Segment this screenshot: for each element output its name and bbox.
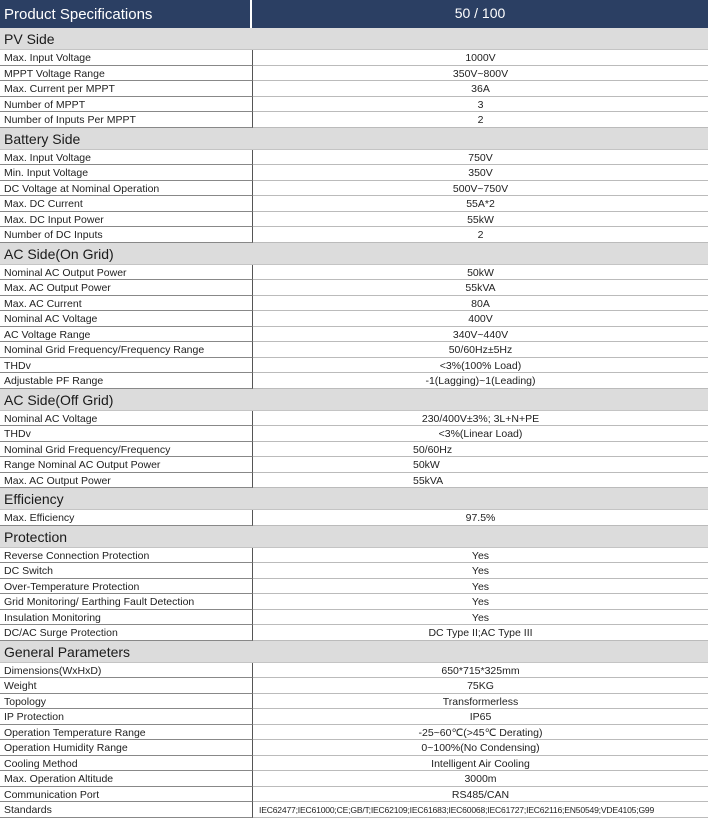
table-row [0, 112, 708, 128]
row-label: Nominal Grid Frequency/Frequency [0, 442, 253, 458]
table-row [0, 150, 708, 166]
row-value: 50kW [253, 457, 708, 473]
row-label: Max. AC Output Power [0, 280, 253, 296]
table-row [0, 625, 708, 641]
row-value: 750V [253, 150, 708, 166]
table-row [0, 296, 708, 312]
row-value: IP65 [253, 709, 708, 725]
row-value: 500V~750V [253, 181, 708, 197]
row-label: Max. DC Input Power [0, 212, 253, 228]
table-row [0, 610, 708, 626]
row-value: DC Type II;AC Type III [253, 625, 708, 641]
row-label: Dimensions(WxHxD) [0, 663, 253, 679]
row-label: Max. Operation Altitude [0, 771, 253, 787]
table-row [0, 548, 708, 564]
row-label: Range Nominal AC Output Power [0, 457, 253, 473]
row-value: 0~100%(No Condensing) [253, 740, 708, 756]
row-label: Max. DC Current [0, 196, 253, 212]
row-label: Topology [0, 694, 253, 710]
row-label: AC Voltage Range [0, 327, 253, 343]
row-value: Yes [253, 594, 708, 610]
table-row [0, 280, 708, 296]
row-label: Max. AC Output Power [0, 473, 253, 489]
table-row [0, 358, 708, 374]
table-row [0, 709, 708, 725]
row-label: MPPT Voltage Range [0, 66, 253, 82]
row-label: IP Protection [0, 709, 253, 725]
table-row [0, 678, 708, 694]
row-label: THDv [0, 358, 253, 374]
section-ac-off-grid: AC Side(Off Grid) [0, 389, 708, 411]
row-label: Nominal AC Output Power [0, 265, 253, 281]
table-row [0, 66, 708, 82]
row-value: -1(Lagging)~1(Leading) [253, 373, 708, 389]
row-label: Grid Monitoring/ Earthing Fault Detection [0, 594, 253, 610]
row-label: Weight [0, 678, 253, 694]
row-label: DC Voltage at Nominal Operation [0, 181, 253, 197]
row-value: 97.5% [253, 510, 708, 526]
table-row [0, 457, 708, 473]
row-value: Yes [253, 610, 708, 626]
table-row [0, 594, 708, 610]
table-row [0, 787, 708, 803]
table-row [0, 563, 708, 579]
table-row [0, 165, 708, 181]
table-row [0, 227, 708, 243]
row-value: RS485/CAN [253, 787, 708, 803]
row-value: Intelligent Air Cooling [253, 756, 708, 772]
row-value: 50/60Hz [253, 442, 708, 458]
row-value: 80A [253, 296, 708, 312]
section-protection: Protection [0, 526, 708, 548]
row-label: Nominal AC Voltage [0, 411, 253, 427]
row-value: 36A [253, 81, 708, 97]
row-value: Yes [253, 579, 708, 595]
row-label: Nominal Grid Frequency/Frequency Range [0, 342, 253, 358]
row-label: Nominal AC Voltage [0, 311, 253, 327]
header-model: 50 / 100 [454, 5, 506, 21]
table-row [0, 579, 708, 595]
row-value: <3%(Linear Load) [253, 426, 708, 442]
table-row [0, 725, 708, 741]
row-label: Cooling Method [0, 756, 253, 772]
row-label: Standards [0, 802, 253, 818]
table-row [0, 473, 708, 489]
row-value: IEC62477;IEC61000;CE;GB/T;IEC62109;IEC61683;IEC60068;IEC61727;IEC62116;EN50549;VDE4105;G99 [253, 802, 708, 818]
row-label: Number of DC Inputs [0, 227, 253, 243]
table-row [0, 373, 708, 389]
row-label: Operation Humidity Range [0, 740, 253, 756]
table-row [0, 50, 708, 66]
row-value: 1000V [253, 50, 708, 66]
row-label: Max. Current per MPPT [0, 81, 253, 97]
table-row [0, 265, 708, 281]
row-label: Operation Temperature Range [0, 725, 253, 741]
table-row [0, 510, 708, 526]
table-row [0, 327, 708, 343]
row-value: 55kW [253, 212, 708, 228]
row-value: 340V~440V [253, 327, 708, 343]
row-value: 55kVA [253, 473, 708, 489]
row-value: 50/60Hz±5Hz [253, 342, 708, 358]
table-row [0, 342, 708, 358]
row-label: DC Switch [0, 563, 253, 579]
row-label: Min. Input Voltage [0, 165, 253, 181]
row-value: 400V [253, 311, 708, 327]
row-label: Over-Temperature Protection [0, 579, 253, 595]
row-label: Max. Input Voltage [0, 150, 253, 166]
table-row [0, 802, 708, 818]
table-row [0, 212, 708, 228]
row-value: 230/400V±3%; 3L+N+PE [253, 411, 708, 427]
row-value: 3 [253, 97, 708, 113]
row-label: Communication Port [0, 787, 253, 803]
section-pv-side: PV Side [0, 28, 708, 50]
row-label: THDv [0, 426, 253, 442]
row-value: <3%(100% Load) [253, 358, 708, 374]
table-row [0, 426, 708, 442]
row-label: Max. AC Current [0, 296, 253, 312]
row-label: Max. Efficiency [0, 510, 253, 526]
row-value: -25~60℃(>45℃ Derating) [253, 725, 708, 741]
row-value: 650*715*325mm [253, 663, 708, 679]
section-ac-on-grid: AC Side(On Grid) [0, 243, 708, 265]
table-row [0, 81, 708, 97]
table-row [0, 411, 708, 427]
row-value: 2 [253, 112, 708, 128]
section-general-parameters: General Parameters [0, 641, 708, 663]
table-header [0, 0, 708, 28]
row-value: 75KG [253, 678, 708, 694]
row-value: Transformerless [253, 694, 708, 710]
row-value: 3000m [253, 771, 708, 787]
table-row [0, 97, 708, 113]
table-row [0, 311, 708, 327]
table-row [0, 181, 708, 197]
section-efficiency: Efficiency [0, 488, 708, 510]
row-value: 2 [253, 227, 708, 243]
row-label: Insulation Monitoring [0, 610, 253, 626]
row-value: 55A*2 [253, 196, 708, 212]
table-row [0, 740, 708, 756]
row-label: Number of Inputs Per MPPT [0, 112, 253, 128]
row-label: Number of MPPT [0, 97, 253, 113]
table-row [0, 694, 708, 710]
row-label: Max. Input Voltage [0, 50, 253, 66]
section-battery-side: Battery Side [0, 128, 708, 150]
row-value: 55kVA [253, 280, 708, 296]
row-value: 50kW [253, 265, 708, 281]
row-value: 350V~800V [253, 66, 708, 82]
table-row [0, 663, 708, 679]
row-label: Adjustable PF Range [0, 373, 253, 389]
row-value: Yes [253, 548, 708, 564]
row-label: DC/AC Surge Protection [0, 625, 253, 641]
table-row [0, 442, 708, 458]
row-label: Reverse Connection Protection [0, 548, 253, 564]
table-row [0, 196, 708, 212]
row-value: 350V [253, 165, 708, 181]
table-row [0, 771, 708, 787]
table-row [0, 756, 708, 772]
header-title: Product Specifications [0, 0, 252, 28]
row-value: Yes [253, 563, 708, 579]
